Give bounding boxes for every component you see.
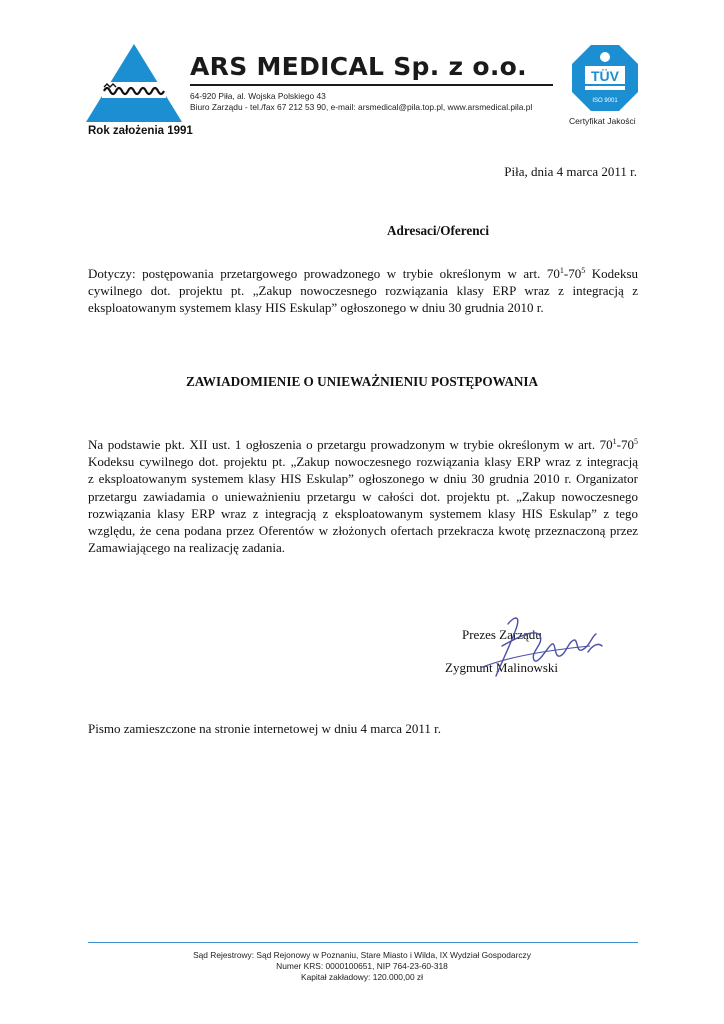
- handwritten-signature: [440, 606, 616, 682]
- certificate-label: Certyfikat Jakości: [569, 116, 636, 126]
- body-line-6: względu, że cena podana przez Oferentów w złożonych ofertach przekracza kwotę przeznaczoną przez: [88, 523, 638, 539]
- footer-divider: [88, 942, 638, 943]
- footer-capital: Kapitał zakładowy: 120.000,00 zł: [301, 972, 423, 982]
- notice-title: ZAWIADOMIENIE O UNIEWAŻNIENIU POSTĘPOWANIA: [185, 374, 539, 389]
- subject-line-1b: -70: [563, 266, 582, 281]
- addressees: Adresaci/Oferenci: [387, 223, 490, 238]
- signature-name: Zygmunt Malinowski: [445, 660, 559, 675]
- subject-sup-2: 5: [581, 266, 586, 275]
- body-line-1a: Na podstawie pkt. XII ust. 1 ogłoszenia o przetargu prowadzonym w trybie określonym w art. 70: [88, 437, 613, 452]
- company-logo: [84, 42, 184, 128]
- body-line-3: z eksploatowanym systemem klasy HIS Eskulap” ogłoszonego w dniu 30 grudnia 2010 r. Organizator: [88, 471, 638, 487]
- body-line-7: Zamawiającego na realizację zadania.: [88, 540, 286, 556]
- footer-krs: Numer KRS: 0000100651, NIP 764-23-60-318: [276, 961, 448, 971]
- company-address: 64-920 Piła, al. Wojska Polskiego 43: [190, 91, 326, 101]
- subject-line-1c: Kodeksu: [585, 266, 639, 281]
- subject-line-1a: Dotyczy: postępowania przetargowego prowadzonego w trybie określonym w art. 70: [88, 266, 560, 281]
- tuv-certificate-badge: [571, 44, 639, 112]
- footer-registry: Sąd Rejestrowy: Sąd Rejonowy w Poznaniu, Stare Miasto i Wilda, IX Wydział Gospodarczy: [193, 950, 531, 960]
- publication-note: Pismo zamieszczone na stronie internetowej w dniu 4 marca 2011 r.: [88, 721, 441, 736]
- badge-tuv-text: TÜV: [591, 68, 619, 84]
- letter-date: Piła, dnia 4 marca 2011 r.: [504, 164, 637, 179]
- founded-year: Rok założenia 1991: [88, 125, 193, 137]
- company-contact: Biuro Zarządu - tel./fax 67 212 53 90, e-mail: arsmedical@pila.top.pl, www.arsmedical.pila.pl: [190, 102, 533, 112]
- body-sup-1: 1: [612, 437, 617, 446]
- subject-sup-1: 1: [559, 266, 564, 275]
- body-line-2: Kodeksu cywilnego dot. projektu pt. „Zakup nowoczesnego rozwiązania klasy ERP wraz z integracją: [88, 454, 638, 470]
- subject-paragraph: [88, 265, 638, 317]
- body-line-5: rozwiązania klasy ERP wraz z integracją z eksploatowanym systemem klasy HIS Eskulap” z tego: [88, 505, 638, 521]
- body-sup-2: 5: [634, 437, 638, 446]
- body-line-1b: -70: [616, 437, 634, 452]
- body-paragraph: [88, 436, 638, 556]
- company-name: ARS MEDICAL Sp. z o.o.: [190, 52, 527, 81]
- subject-line-3: eksploatowanym systemem klasy HIS Eskulap” ogłoszonego w dniu 30 grudnia 2010 r.: [88, 300, 544, 316]
- subject-line-2: cywilnego dot. projektu pt. „Zakup nowoczesnego rozwiązania klasy ERP wraz z integracją z: [88, 283, 638, 299]
- signature-role: Prezes Zarządu: [462, 627, 542, 642]
- company-underline: [190, 84, 553, 86]
- badge-iso-text: ISO 9001: [592, 98, 618, 104]
- body-line-4: przetargu zawiadamia o unieważnieniu przetargu w całości dot. projektu pt. „Zakup nowoczesnego: [88, 488, 638, 504]
